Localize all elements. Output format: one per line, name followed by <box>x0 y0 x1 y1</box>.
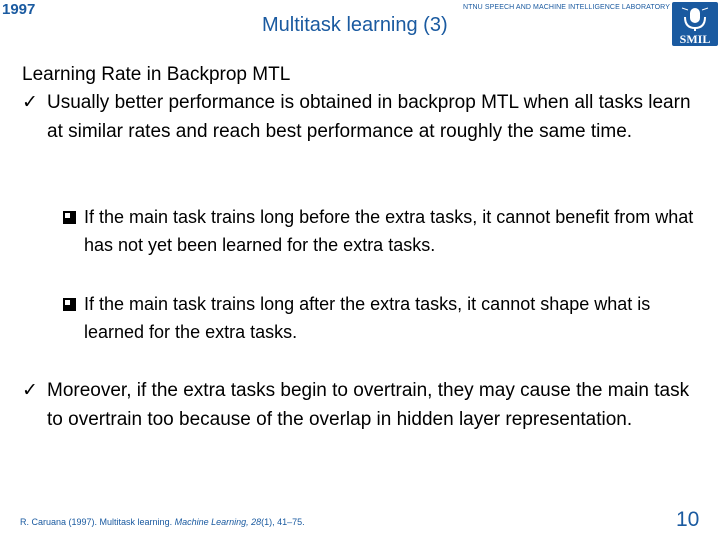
reference-suffix: (1), 41–75. <box>261 517 305 527</box>
check-icon: ✓ <box>22 380 38 401</box>
year-label: 1997 <box>2 1 36 18</box>
reference-journal: Machine Learning, 28 <box>174 517 262 527</box>
section-heading: Learning Rate in Backprop MTL <box>22 64 291 85</box>
slide-title: Multitask learning (3) <box>262 14 448 36</box>
page-number: 10 <box>676 508 700 531</box>
checkbox-bullet-icon <box>63 298 76 311</box>
check-icon: ✓ <box>22 92 38 113</box>
check-bullet <box>22 376 702 468</box>
checkbox-bullet-icon <box>63 211 76 224</box>
smil-logo <box>672 2 718 46</box>
sub-bullet <box>63 290 708 350</box>
check-bullet-text: Usually better performance is obtained in backprop MTL when all tasks learn at similar rates and reach best performance at roughly the same time. <box>47 92 691 142</box>
logo-text: SMIL <box>679 32 711 46</box>
check-bullet <box>22 88 702 180</box>
sub-bullet-text: If the main task trains long before the extra tasks, it cannot benefit from what has not yet been learned for the extra tasks. <box>84 207 694 255</box>
check-bullet-text: Moreover, if the extra tasks begin to overtrain, they may cause the main task to overtrain too because of the overlap in hidden layer representation. <box>47 380 690 430</box>
sub-bullet <box>63 203 708 263</box>
lab-name: NTNU SPEECH AND MACHINE INTELLIGENCE LABORATORY <box>463 4 670 11</box>
sub-bullet-text: If the main task trains long after the extra tasks, it cannot shape what is learned for the extra tasks. <box>84 294 651 342</box>
reference-citation <box>20 517 305 527</box>
reference-prefix: R. Caruana (1997). Multitask learning. <box>20 517 175 527</box>
